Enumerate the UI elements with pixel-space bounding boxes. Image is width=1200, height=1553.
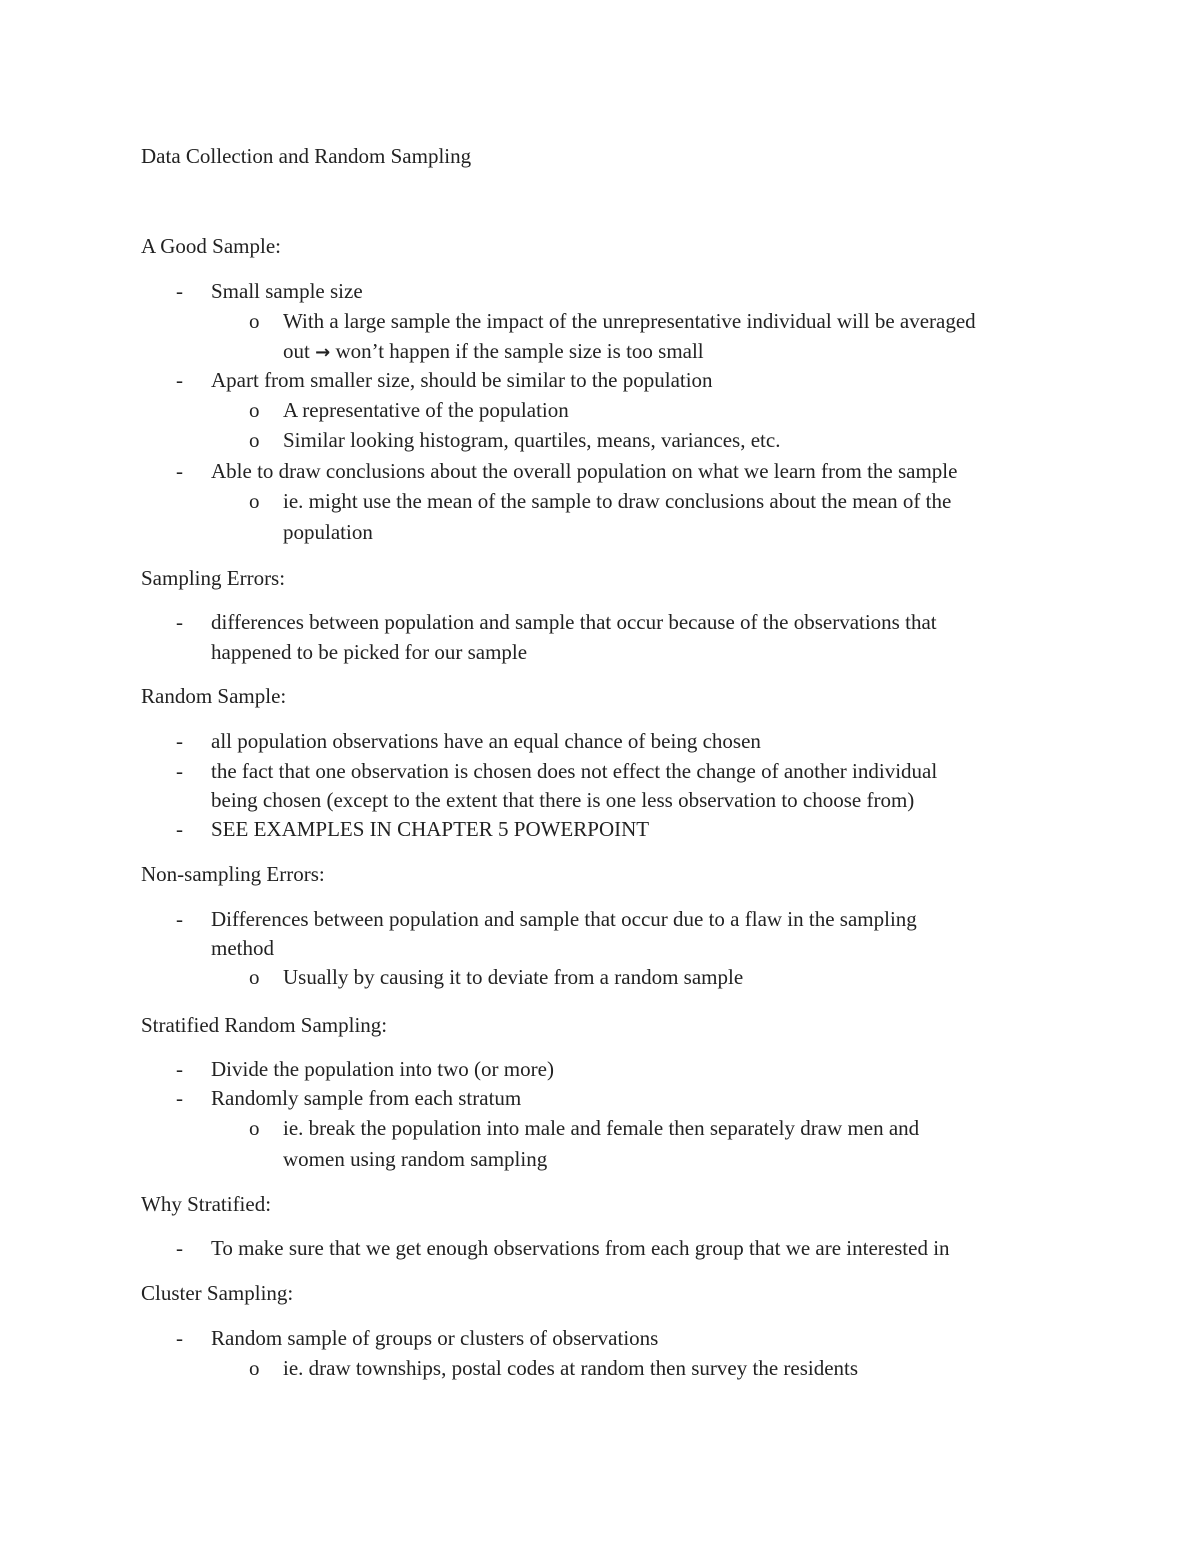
list-item: differences between population and sample that occur because of the observations that — [211, 610, 937, 634]
list-item: Divide the population into two (or more) — [211, 1057, 554, 1081]
sub-bullet: o — [249, 489, 260, 513]
list-item: Able to draw conclusions about the overall population on what we learn from the sample — [211, 459, 958, 483]
section-heading-stratified: Stratified Random Sampling: — [141, 1013, 388, 1037]
arrow-right-icon: → — [315, 342, 331, 363]
dash-bullet: - — [176, 729, 183, 753]
sub-bullet: o — [249, 1356, 260, 1380]
list-item: To make sure that we get enough observations from each group that we are interested in — [211, 1236, 950, 1260]
section-heading-cluster: Cluster Sampling: — [141, 1281, 294, 1305]
dash-bullet: - — [176, 1086, 183, 1110]
dash-bullet: - — [176, 279, 183, 303]
sub-list-item: A representative of the population — [283, 398, 569, 422]
list-item: Differences between population and sample that occur due to a flaw in the sampling — [211, 907, 917, 931]
section-heading-why-stratified: Why Stratified: — [141, 1192, 272, 1216]
sub-bullet: o — [249, 398, 260, 422]
list-item-continuation: being chosen (except to the extent that there is one less observation to choose from) — [211, 788, 915, 812]
list-item: the fact that one observation is chosen does not effect the change of another individual — [211, 759, 938, 783]
document-title: Data Collection and Random Sampling — [141, 144, 472, 168]
list-item: Small sample size — [211, 279, 363, 303]
list-item: all population observations have an equal chance of being chosen — [211, 729, 761, 753]
sub-list-item: Similar looking histogram, quartiles, means, variances, etc. — [283, 428, 781, 452]
sub-list-item-continuation: women using random sampling — [283, 1147, 548, 1171]
sub-list-item: With a large sample the impact of the unrepresentative individual will be averaged — [283, 309, 976, 333]
sub-bullet: o — [249, 428, 260, 452]
sub-list-item: Usually by causing it to deviate from a random sample — [283, 965, 744, 989]
dash-bullet: - — [176, 907, 183, 931]
dash-bullet: - — [176, 1057, 183, 1081]
sub-bullet: o — [249, 1116, 260, 1140]
list-item-continuation: method — [211, 936, 274, 960]
sub-list-item-continuation — [283, 341, 704, 362]
sub-list-item: ie. might use the mean of the sample to draw conclusions about the mean of the — [283, 489, 952, 513]
dash-bullet: - — [176, 459, 183, 483]
dash-bullet: - — [176, 1236, 183, 1260]
sub-list-item-continuation: population — [283, 520, 373, 544]
list-item: Apart from smaller size, should be similar to the population — [211, 368, 713, 392]
sub-list-item-text: won’t happen if the sample size is too small — [335, 339, 704, 363]
list-item: Randomly sample from each stratum — [211, 1086, 522, 1110]
sub-bullet: o — [249, 965, 260, 989]
sub-list-item-text: out — [283, 339, 310, 363]
dash-bullet: - — [176, 1326, 183, 1350]
list-item: SEE EXAMPLES IN CHAPTER 5 POWERPOINT — [211, 817, 650, 841]
dash-bullet: - — [176, 368, 183, 392]
dash-bullet: - — [176, 759, 183, 783]
section-heading-sampling-errors: Sampling Errors: — [141, 566, 286, 590]
dash-bullet: - — [176, 610, 183, 634]
section-heading-non-sampling-errors: Non-sampling Errors: — [141, 862, 325, 886]
list-item-continuation: happened to be picked for our sample — [211, 640, 528, 664]
sub-list-item: ie. break the population into male and female then separately draw men and — [283, 1116, 920, 1140]
dash-bullet: - — [176, 817, 183, 841]
list-item: Random sample of groups or clusters of observations — [211, 1326, 659, 1350]
sub-list-item: ie. draw townships, postal codes at random then survey the residents — [283, 1356, 859, 1380]
section-heading-random-sample: Random Sample: — [141, 684, 287, 708]
sub-bullet: o — [249, 309, 260, 333]
section-heading-good-sample: A Good Sample: — [141, 234, 281, 258]
